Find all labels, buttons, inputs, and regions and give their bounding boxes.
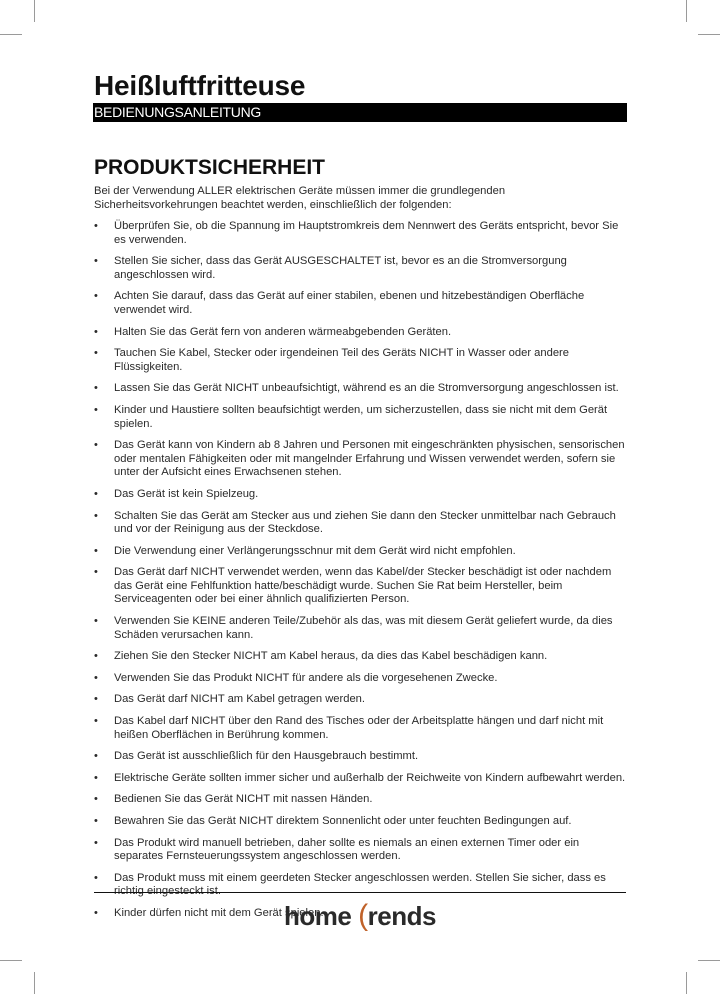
list-item-text: Ziehen Sie den Stecker NICHT am Kabel heraus, da dies das Kabel beschädigen kann. xyxy=(114,650,548,663)
list-item-text: Überprüfen Sie, ob die Spannung im Hauptstromkreis dem Nennwert des Geräts entspricht, bevor Sie es verwenden. xyxy=(114,220,619,246)
list-item xyxy=(94,715,628,742)
list-item xyxy=(94,439,628,480)
bullet-dot: • xyxy=(94,771,98,784)
bullet-dot: • xyxy=(94,750,98,763)
list-item xyxy=(94,255,628,282)
list-item-text: Die Verwendung einer Verlängerungsschnur mit dem Gerät wird nicht empfohlen. xyxy=(114,544,516,557)
bullet-dot: • xyxy=(94,382,98,395)
logo-rends: rends xyxy=(367,901,436,931)
bullet-dot: • xyxy=(94,906,98,919)
bullet-dot: • xyxy=(94,487,98,500)
list-item-text: Das Gerät ist kein Spielzeug. xyxy=(114,487,259,500)
bullet-dot: • xyxy=(94,650,98,663)
list-item-text: Lassen Sie das Gerät NICHT unbeaufsichtigt, während es an die Stromversorgung angeschlossen ist. xyxy=(114,382,619,395)
list-item xyxy=(94,872,628,899)
document-title: Heißluftfritteuse xyxy=(94,70,306,101)
crop-mark xyxy=(0,960,22,961)
crop-mark xyxy=(698,960,720,961)
list-item xyxy=(94,815,628,829)
bullet-dot: • xyxy=(94,439,98,452)
list-item xyxy=(94,545,628,559)
list-item-text: Achten Sie darauf, dass das Gerät auf einer stabilen, ebenen und hitzebeständigen Oberfläche verwendet wird. xyxy=(114,290,585,316)
list-item-text: Bewahren Sie das Gerät NICHT direktem Sonnenlicht oder unter feuchten Bedingungen auf. xyxy=(114,815,572,827)
list-item xyxy=(94,837,628,864)
crop-mark xyxy=(0,34,22,35)
intro-paragraph: Bei der Verwendung ALLER elektrischen Geräte müssen immer die grundlegenden Sicherheitsvorkehrungen beachtet werden, einschließlich der folgenden: xyxy=(94,185,506,211)
brand-logo xyxy=(0,898,720,934)
bullet-dot: • xyxy=(94,403,98,416)
bullet-dot: • xyxy=(94,715,98,728)
list-item-text: Halten Sie das Gerät fern von anderen wärmeabgebenden Geräten. xyxy=(114,325,452,338)
safety-list xyxy=(94,220,628,929)
subtitle-bar xyxy=(93,103,627,122)
bullet-dot: • xyxy=(94,815,98,827)
list-item xyxy=(94,566,628,607)
list-item xyxy=(94,510,628,537)
list-item xyxy=(94,615,628,642)
list-item-text: Stellen Sie sicher, dass das Gerät AUSGESCHALTET ist, bevor es an die Stromversorgung angeschlossen wird. xyxy=(114,255,567,281)
bullet-dot: • xyxy=(94,255,98,268)
bullet-dot: • xyxy=(94,544,98,557)
subtitle-text: BEDIENUNGSANLEITUNG xyxy=(94,104,261,120)
list-item-text: Das Gerät ist ausschließlich für den Hausgebrauch bestimmt. xyxy=(114,750,419,763)
bullet-dot: • xyxy=(94,836,98,849)
bullet-dot: • xyxy=(94,871,98,884)
crop-mark xyxy=(34,972,35,994)
list-item-text: Verwenden Sie KEINE anderen Teile/Zubehör als das, was mit diesem Gerät geliefert wurde, da dies Schäden verursachen kann. xyxy=(114,615,613,641)
bullet-dot: • xyxy=(94,325,98,338)
crop-mark xyxy=(686,0,687,22)
list-item xyxy=(94,326,628,340)
bullet-dot: • xyxy=(94,290,98,303)
list-item-text: Schalten Sie das Gerät am Stecker aus und ziehen Sie dann den Stecker unmittelbar nach Gebrauch und vor der Reinigung aus der Steckdose. xyxy=(114,509,616,536)
list-item xyxy=(94,290,628,317)
bullet-dot: • xyxy=(94,671,98,684)
list-item xyxy=(94,793,628,807)
list-item-text: Das Produkt muss mit einem geerdeten Stecker angeschlossen werden. Stellen Sie sicher, dass es xyxy=(114,871,606,884)
list-item-text: Verwenden Sie das Produkt NICHT für andere als die vorgesehenen Zwecke. xyxy=(114,671,498,684)
list-item-text: Das Gerät kann von Kindern ab 8 Jahren und Personen mit eingeschränkten physischen, sensorischen oder mentalen Fähigkeiten oder mit mangelnder Erfahrung und Wissen verwendet werden, sofern sie unter der Aufsicht eines Erwachsenen stehen. xyxy=(114,439,625,479)
bullet-dot: • xyxy=(94,509,98,522)
bullet-dot: • xyxy=(94,347,98,360)
bullet-dot: • xyxy=(94,220,98,232)
bullet-dot: • xyxy=(94,615,98,628)
list-item-text: Kinder dürfen nicht mit dem Gerät spielen. xyxy=(114,906,324,919)
footer-divider xyxy=(94,892,626,893)
list-item xyxy=(94,488,628,502)
list-item xyxy=(94,404,628,431)
crop-mark xyxy=(686,972,687,994)
list-item-text: Das Gerät darf NICHT verwendet werden, wenn das Kabel/der Stecker beschädigt ist oder nachdem das Gerät eine Fehlfunktion hatte/beschädigt wurde. Suchen Sie Rat beim Hersteller, beim Serviceagenten oder bei einer ähnlich qualifizierten Person. xyxy=(114,566,612,606)
list-item xyxy=(94,382,628,396)
bullet-dot: • xyxy=(94,566,98,579)
list-item xyxy=(94,220,628,247)
list-item-text: Das Kabel darf NICHT über den Rand des Tisches oder der Arbeitsplatte hängen und darf nicht mit heißen Oberflächen in Berührung kommen. xyxy=(114,715,604,741)
list-item xyxy=(94,347,628,374)
crop-mark xyxy=(34,0,35,22)
bullet-dot: • xyxy=(94,693,98,706)
bullet-dot: • xyxy=(94,793,98,806)
list-item xyxy=(94,750,628,764)
list-item-text: Elektrische Geräte sollten immer sicher und außerhalb der Reichweite von Kindern aufbewahrt werden. xyxy=(114,771,626,784)
list-item-text: Bedienen Sie das Gerät NICHT mit nassen Händen. xyxy=(114,793,373,806)
list-item xyxy=(94,693,628,707)
list-item-text: Das Produkt wird manuell betrieben, daher sollte es niemals an einen externen Timer oder ein separates Fernsteuerungssystem angeschlossen werden. xyxy=(114,836,580,863)
list-item-text: Tauchen Sie Kabel, Stecker oder irgendeinen Teil des Geräts NICHT in Wasser oder andere Flüssigkeiten. xyxy=(114,347,569,373)
section-heading: PRODUKTSICHERHEIT xyxy=(94,156,326,179)
logo-home: home xyxy=(284,901,352,931)
logo-stroke: ( xyxy=(358,899,368,932)
list-item-text: Das Gerät darf NICHT am Kabel getragen werden. xyxy=(114,693,366,706)
list-item xyxy=(94,772,628,786)
list-item xyxy=(94,672,628,686)
list-item-text: Kinder und Haustiere sollten beaufsichtigt werden, um sicherzustellen, dass sie nicht mit dem Gerät spielen. xyxy=(114,403,608,430)
list-item xyxy=(94,650,628,664)
crop-mark xyxy=(698,34,720,35)
